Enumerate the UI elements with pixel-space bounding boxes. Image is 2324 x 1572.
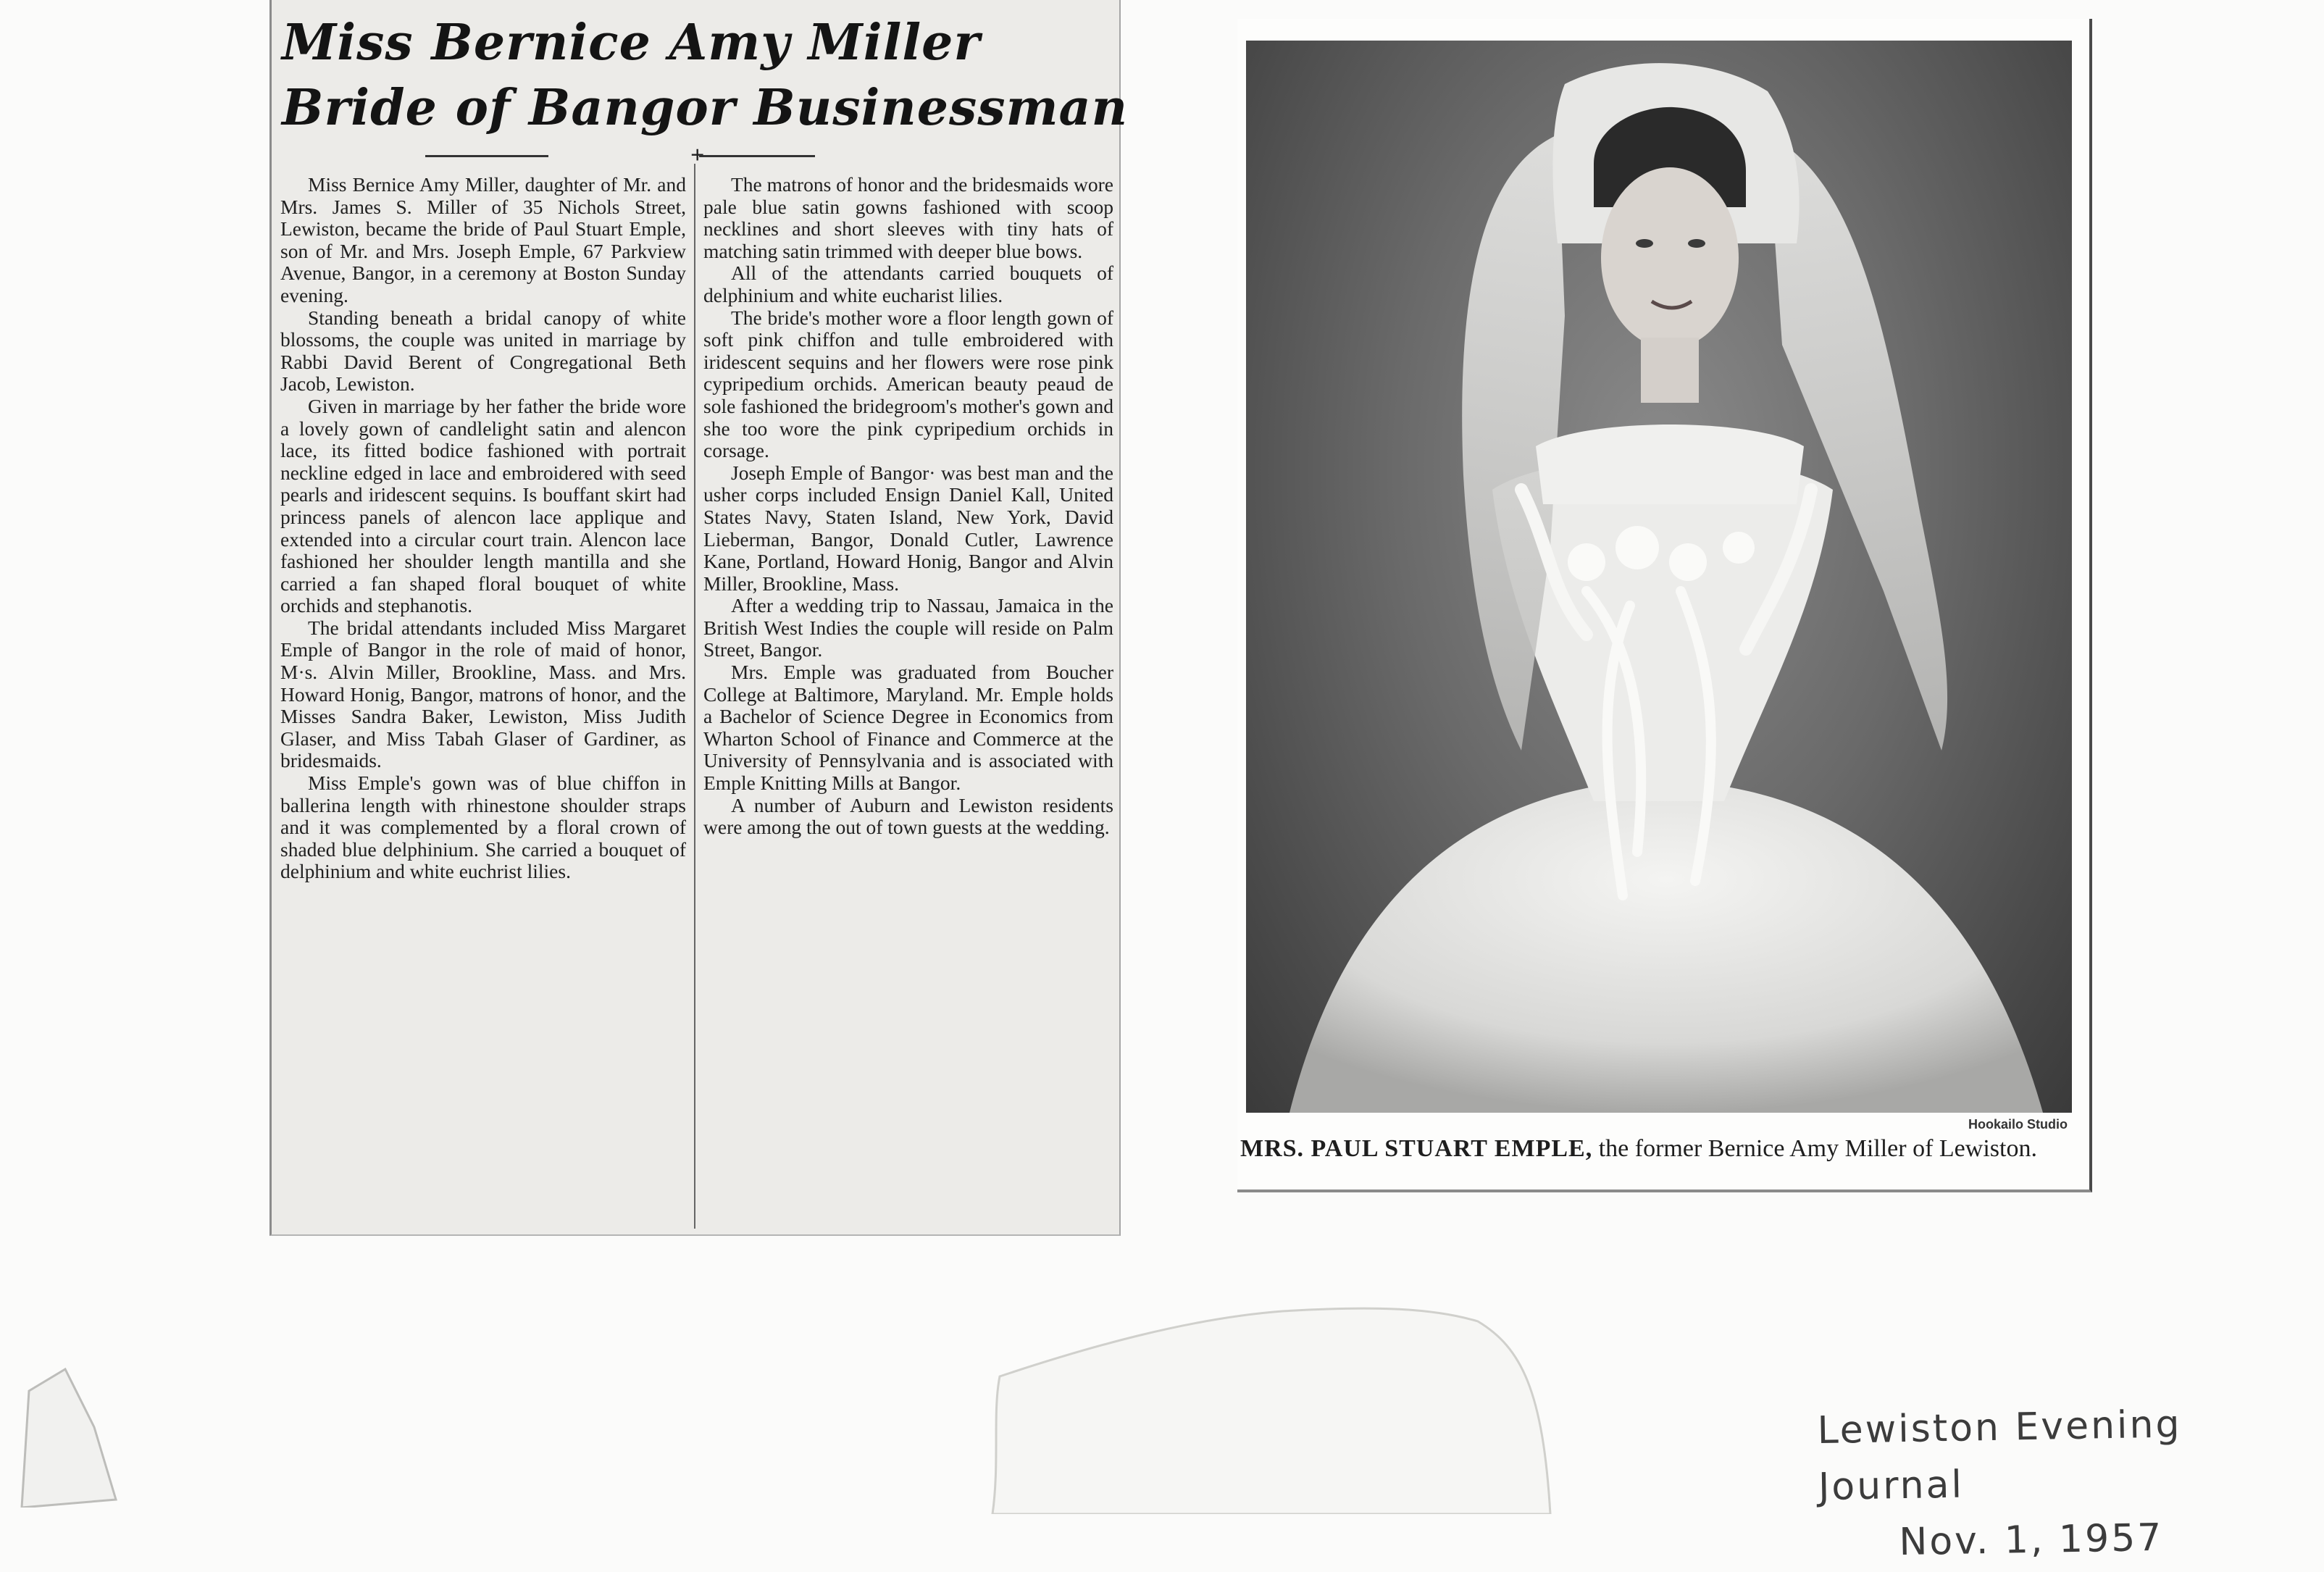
newspaper-clipping bbox=[269, 0, 1129, 1236]
headline-line-2: Bride of Bangor Businessman bbox=[282, 79, 1129, 137]
paragraph: All of the attendants carried bouquets of delphinium and white eucharist lilies. bbox=[703, 262, 1113, 306]
photo-caption bbox=[1240, 1134, 2081, 1163]
caption-text: the former Bernice Amy Miller of Lewiston. bbox=[1592, 1135, 2037, 1162]
bride-illustration bbox=[1246, 41, 2072, 1113]
paragraph: Standing beneath a bridal canopy of white blossoms, the couple was united in marriage by Rabbi David Berent of Congregational Beth Jacob, Lewiston. bbox=[280, 306, 686, 396]
paragraph: The matrons of honor and the bridesmaids wore pale blue satin gowns fashioned with scoop necklines and short sleeves with tiny hats of matching satin trimmed with deeper blue bows. bbox=[703, 173, 1113, 262]
annotation-date: Nov. 1, 1957 bbox=[1898, 1515, 2164, 1565]
paragraph: Given in marriage by her father the bride wore a lovely gown of candlelight satin and alencon lace, its fitted bodice fashioned with portrait neckline edged in lace and embroidered with seed pearls and iridescent sequins. Is bouffant skirt had princess panels of alencon lace applique and extended into a circular court train. Alencon lace fashioned her shoulder length mantilla and she carried a fan shaped floral bouquet of white orchids and stephanotis. bbox=[280, 394, 686, 617]
article-column-1 bbox=[280, 174, 686, 883]
photo-credit: Hookailo Studio bbox=[1968, 1117, 2068, 1132]
photo-clipping bbox=[1237, 19, 2092, 1192]
torn-paper-scrap bbox=[971, 1268, 1608, 1514]
headline bbox=[282, 10, 1129, 141]
corner-paper-scrap bbox=[14, 1362, 130, 1508]
paragraph: Miss Bernice Amy Miller, daughter of Mr. and Mrs. James S. Miller of 35 Nichols Street, Lewiston, became the bride of Paul Stuart Emple, son of Mr. and Mrs. Joseph Emple, 67 Parkview Avenue, Bangor, in a ceremony at Boston Sunday evening. bbox=[280, 173, 686, 306]
caption-lead: MRS. PAUL STUART EMPLE, bbox=[1240, 1135, 1593, 1162]
paragraph: Miss Emple's gown was of blue chiffon in ballerina length with rhinestone shoulder straps and it was complemented by a floral crown of shaded blue delphinium. She carried a bouquet of delphinium and white euchrist lilies. bbox=[280, 772, 686, 883]
headline-line-1: Miss Bernice Amy Miller bbox=[282, 14, 981, 72]
paragraph: A number of Auburn and Lewiston residents were among the out of town guests at the wedding. bbox=[703, 793, 1113, 839]
annotation-source: Lewiston Evening Journal bbox=[1817, 1402, 2182, 1510]
paragraph: After a wedding trip to Nassau, Jamaica in the British West Indies the couple will reside on Palm Street, Bangor. bbox=[703, 594, 1113, 661]
paragraph: Joseph Emple of Bangor· was best man and the usher corps included Ensign Daniel Kall, United States Navy, Staten Island, New York, David Lieberman, Bangor, Donald Cutler, Lawrence Kane, Portland, Howard Honig, Bangor and Alvin Miller, Brookline, Mass. bbox=[703, 461, 1113, 595]
handwritten-annotation bbox=[1817, 1394, 2324, 1572]
column-marker: + bbox=[690, 142, 705, 169]
bride-portrait-photo bbox=[1246, 41, 2072, 1113]
paragraph: The bride's mother wore a floor length gown of soft pink chiffon and tulle embroidered with iridescent sequins and her flowers were rose pink cypripedium orchids. American beauty peaud de sole fashioned the bridegroom's mother's gown and she too wore the pink cypripedium orchids in corsage. bbox=[703, 306, 1113, 462]
paragraph: The bridal attendants included Miss Margaret Emple of Bangor in the role of maid of honor, M·s. Alvin Miller, Brookline, Mass. and Mrs. Howard Honig, Bangor, matrons of honor, and the Misses Sandra Baker, Lewiston, Miss Judith Glaser, and Miss Tabah Glaser of Gardiner, as bridesmaids. bbox=[280, 616, 686, 772]
column-divider bbox=[694, 164, 695, 1229]
headline-rule-left bbox=[425, 155, 548, 157]
headline-rule-right bbox=[699, 155, 815, 157]
paragraph: Mrs. Emple was graduated from Boucher College at Baltimore, Maryland. Mr. Emple holds a Bachelor of Science Degree in Economics from Wharton School of Finance and Commerce at the University of Pennsylvania and is associated with Emple Knitting Mills at Bangor. bbox=[703, 661, 1113, 795]
article-column-2 bbox=[703, 174, 1113, 839]
